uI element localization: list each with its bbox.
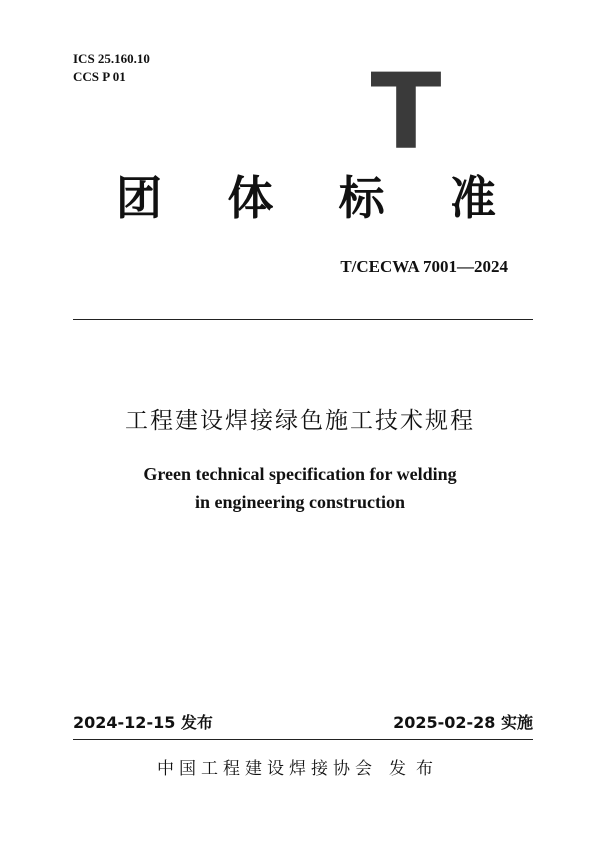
implementation-date: 2025-02-28 实施 (393, 713, 533, 732)
standard-type-char: 团 (116, 171, 162, 225)
top-divider (73, 319, 533, 320)
standard-type-heading (116, 170, 496, 226)
classification-codes (73, 50, 150, 86)
title-chinese: 工程建设焊接绿色施工技术规程 (125, 408, 475, 434)
title-english (0, 460, 600, 516)
standard-type-char: 标 (338, 171, 385, 225)
standard-type-char: 体 (227, 171, 274, 225)
standard-type-char: 准 (449, 171, 496, 225)
publisher-line (0, 756, 600, 782)
ccs-code: CCS P 01 (73, 69, 126, 84)
standard-number: T/CECWA 7001—2024 (340, 257, 508, 276)
bottom-divider (73, 739, 533, 740)
standard-mark: T (370, 51, 442, 173)
issue-date: 2024-12-15 发布 (73, 713, 213, 732)
publisher-organization: 中国工程建设焊接协会 (157, 759, 377, 779)
ics-code: ICS 25.160.10 (73, 51, 150, 66)
dates-row (73, 712, 533, 734)
title-english-line-2: in engineering construction (195, 492, 405, 512)
publisher-action: 发布 (389, 759, 443, 779)
title-english-line-1: Green technical specification for welding (143, 464, 457, 484)
